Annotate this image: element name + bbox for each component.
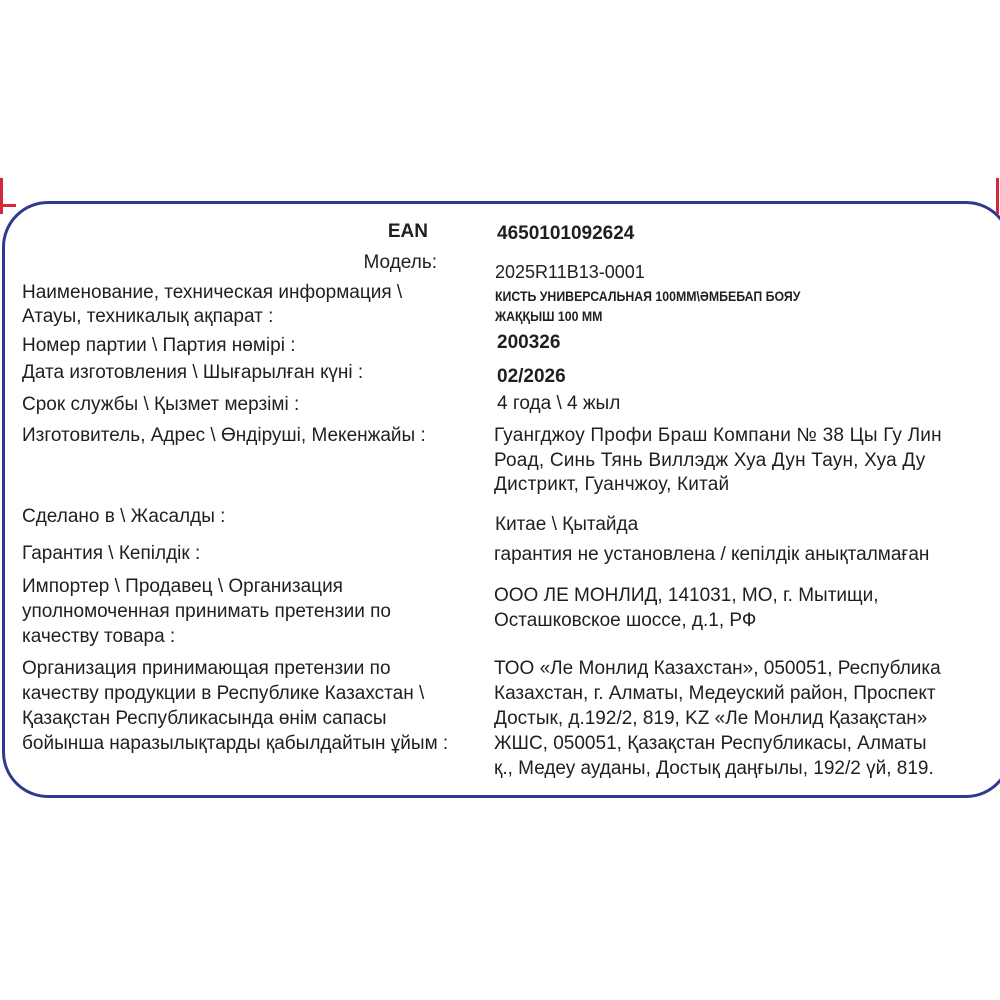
- manufacturer-value-line-2: Роад, Синь Тянь Виллэдж Хуа Дун Таун, Хуа Ду: [494, 450, 926, 471]
- service-life-key: Срок службы \ Қызмет мерзімі :: [22, 394, 300, 415]
- kz-org-key-line-3: Қазақстан Республикасында өнім сапасы: [22, 708, 387, 729]
- importer-key-line-3: качеству товара :: [22, 626, 176, 647]
- importer-key-line-2: уполномоченная принимать претензии по: [22, 601, 391, 622]
- manufacture-date-value: 02/2026: [497, 366, 566, 387]
- name-value-line-1: КИСТЬ УНИВЕРСАЛЬНАЯ 100ММ\ӘМБЕБАП БОЯУ: [495, 288, 801, 304]
- kz-org-value-line-3: Достык, д.192/2, 819, KZ «Ле Монлид Қазақстан»: [494, 708, 928, 729]
- importer-key-line-1: Импортер \ Продавец \ Организация: [22, 576, 343, 597]
- ean-value: 4650101092624: [497, 223, 635, 244]
- crop-mark-right: [996, 178, 999, 214]
- ean-key: EAN: [387, 221, 428, 242]
- model-value: 2025R11B13-0001: [495, 262, 645, 282]
- kz-org-key-line-1: Организация принимающая претензии по: [22, 658, 391, 679]
- manufacturer-value-line-1: Гуангджоу Профи Браш Компани № 38 Цы Гу Лин: [494, 425, 942, 446]
- kz-org-value-line-2: Казахстан, г. Алматы, Медеуский район, Проспект: [494, 683, 936, 704]
- crop-mark-left: [0, 178, 3, 214]
- warranty-value: гарантия не установлена / кепілдік анықталмаған: [494, 544, 930, 565]
- kz-org-value-line-4: ЖШС, 050051, Қазақстан Республикасы, Алматы: [494, 733, 927, 754]
- manufacturer-key: Изготовитель, Адрес \ Өндіруші, Мекенжайы :: [22, 425, 426, 446]
- kz-org-key-line-4: бойынша наразылықтарды қабылдайтын ұйым :: [22, 733, 449, 754]
- made-in-key: Сделано в \ Жасалды :: [22, 506, 226, 527]
- name-value-line-2: ЖАҚҚЫШ 100 ММ: [495, 308, 603, 324]
- warranty-key: Гарантия \ Кепілдік :: [22, 543, 201, 564]
- batch-key: Номер партии \ Партия нөмірі :: [22, 335, 296, 356]
- kz-org-key-line-2: качеству продукции в Республике Казахстан \: [22, 683, 425, 704]
- name-key-line-1: Наименование, техническая информация \: [22, 282, 403, 303]
- model-key: Модель:: [363, 252, 437, 273]
- kz-org-value-line-1: ТОО «Ле Монлид Казахстан», 050051, Республика: [494, 658, 941, 679]
- importer-value-line-2: Осташковское шоссе, д.1, РФ: [494, 610, 757, 631]
- batch-value: 200326: [497, 332, 561, 353]
- name-key-line-2: Атауы, техникалық ақпарат :: [22, 306, 274, 327]
- manufacture-date-key: Дата изготовления \ Шығарылған күні :: [22, 362, 364, 383]
- made-in-value: Китае \ Қытайда: [495, 514, 639, 535]
- crop-mark-left-horizontal: [0, 204, 16, 207]
- manufacturer-value-line-3: Дистрикт, Гуанчжоу, Китай: [494, 474, 730, 495]
- service-life-value: 4 года \ 4 жыл: [497, 393, 621, 414]
- importer-value-line-1: ООО ЛЕ МОНЛИД, 141031, МО, г. Мытищи,: [494, 585, 879, 606]
- kz-org-value-line-5: қ., Медеу ауданы, Достық даңғылы, 192/2 үй, 819.: [494, 758, 934, 779]
